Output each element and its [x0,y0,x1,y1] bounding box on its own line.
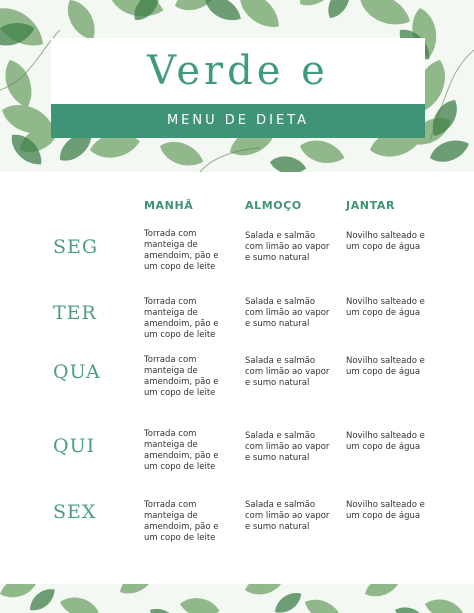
page-subtitle: MENU DE DIETA [166,113,310,128]
leaf-pattern-bottom [0,584,474,613]
meal-almoco-seg: Salada e salmão com limão ao vapor e sumo natural [245,231,330,263]
meal-almoco-ter: Salada e salmão com limão ao vapor e sumo natural [245,297,330,329]
meal-almoco-sex: Salada e salmão com limão ao vapor e sumo natural [245,500,330,532]
day-label-qui: QUI [53,435,96,457]
day-label-seg: SEG [53,236,99,258]
meal-manha-qua: Torrada com manteiga de amendoim, pão e um copo de leite [144,355,219,398]
day-label-qua: QUA [53,361,101,383]
day-label-sex: SEX [53,501,97,523]
column-header-manha: MANHÃ [144,199,194,212]
meal-jantar-sex: Novilho salteado e um copo de água [346,500,425,521]
day-label-ter: TER [53,302,97,324]
leaf-decoration-bottom [0,584,474,613]
meal-manha-sex: Torrada com manteiga de amendoim, pão e um copo de leite [144,500,219,543]
column-header-jantar: JANTAR [346,199,396,212]
column-header-almoco: ALMOÇO [245,199,302,212]
page-title: Verde e [147,48,329,94]
meal-almoco-qui: Salada e salmão com limão ao vapor e sumo natural [245,431,330,463]
meal-jantar-ter: Novilho salteado e um copo de água [346,297,425,318]
meal-manha-seg: Torrada com manteiga de amendoim, pão e um copo de leite [144,229,219,272]
meal-jantar-seg: Novilho salteado e um copo de água [346,231,425,252]
meal-manha-qui: Torrada com manteiga de amendoim, pão e um copo de leite [144,429,219,472]
meal-manha-ter: Torrada com manteiga de amendoim, pão e um copo de leite [144,297,219,340]
title-card [51,38,425,104]
meal-almoco-qua: Salada e salmão com limão ao vapor e sumo natural [245,356,330,388]
subtitle-bar [51,104,425,138]
meal-jantar-qua: Novilho salteado e um copo de água [346,356,425,377]
meal-jantar-qui: Novilho salteado e um copo de água [346,431,425,452]
